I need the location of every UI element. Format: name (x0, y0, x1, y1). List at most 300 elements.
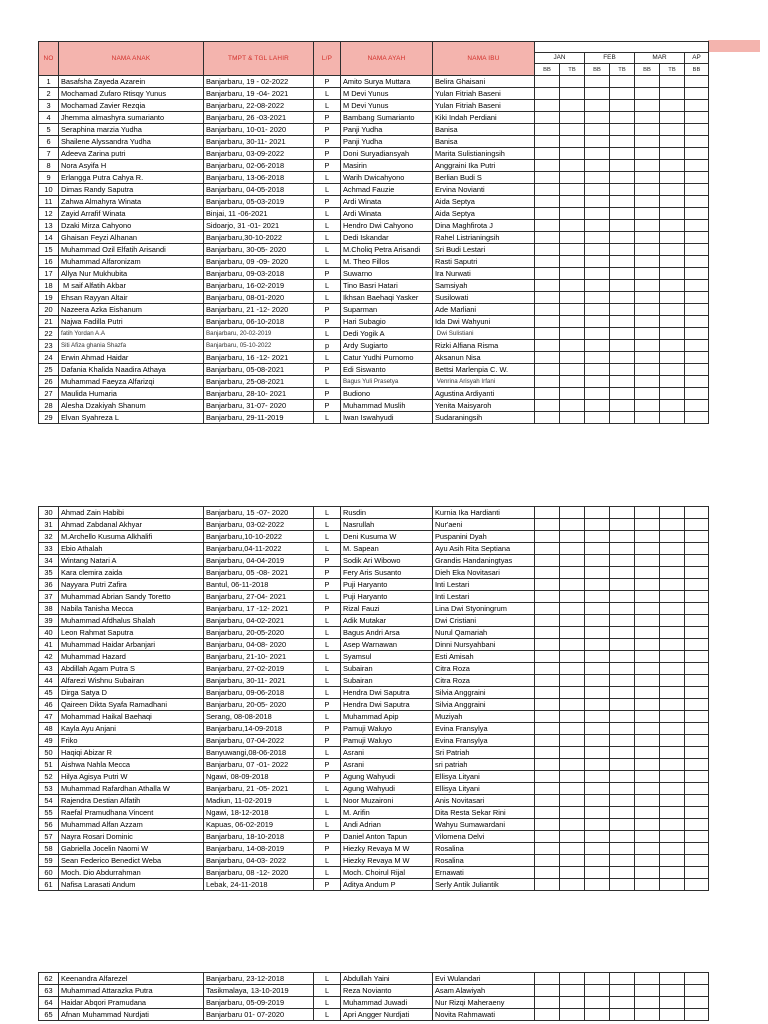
cell-bb (535, 579, 560, 591)
cell-no: 54 (39, 795, 59, 807)
cell-bb (635, 879, 660, 891)
header-sub-tb: TB (660, 64, 685, 76)
cell-bb (585, 855, 610, 867)
cell-nama-ayah: Aditya Andum P (341, 879, 433, 891)
cell-tb (610, 400, 635, 412)
cell-tb (560, 244, 585, 256)
cell-bb (535, 687, 560, 699)
table-row (39, 699, 709, 711)
cell-bb (635, 220, 660, 232)
cell-nama-anak: Moch. Dio Abdurrahman (59, 867, 204, 879)
table-row (39, 196, 709, 208)
cell-bb (535, 519, 560, 531)
cell-nama-ayah: Ikhsan Baehaqi Yasker (341, 292, 433, 304)
cell-no: 27 (39, 388, 59, 400)
cell-lp: P (314, 148, 341, 160)
cell-bb (585, 196, 610, 208)
cell-tb (610, 603, 635, 615)
cell-nama-ayah: Fery Aris Susanto (341, 567, 433, 579)
cell-bb (535, 591, 560, 603)
cell-nama-anak: Nayyara Putri Zafira (59, 579, 204, 591)
cell-bb (635, 567, 660, 579)
cell-no: 37 (39, 591, 59, 603)
cell-nama-ayah: Panji Yudha (341, 136, 433, 148)
cell-bb (685, 783, 709, 795)
cell-bb (535, 973, 560, 985)
cell-bb (685, 843, 709, 855)
cell-nama-ibu: Yulan Fitriah Baseni (433, 100, 535, 112)
table-row (39, 555, 709, 567)
cell-nama-ayah: Bagus Yuli Prasetya (341, 376, 433, 388)
cell-nama-ayah: Asrani (341, 747, 433, 759)
cell-bb (535, 555, 560, 567)
cell-bb (535, 531, 560, 543)
cell-no: 36 (39, 579, 59, 591)
cell-tb (610, 579, 635, 591)
cell-no: 65 (39, 1009, 59, 1021)
cell-tb (610, 531, 635, 543)
cell-no: 2 (39, 88, 59, 100)
cell-nama-anak: Dimas Randy Saputra (59, 184, 204, 196)
cell-bb (635, 112, 660, 124)
cell-bb (585, 328, 610, 340)
cell-bb (685, 256, 709, 268)
cell-nama-ibu: Lina Dwi Styoningrum (433, 603, 535, 615)
table-row (39, 711, 709, 723)
cell-tb (660, 100, 685, 112)
cell-nama-ibu: Silvia Anggraini (433, 699, 535, 711)
cell-bb (585, 639, 610, 651)
cell-tmpt-tgl-lahir: Ngawi, 18-12-2018 (204, 807, 314, 819)
cell-lp: P (314, 112, 341, 124)
cell-nama-ayah: Ardy Sugiarto (341, 340, 433, 352)
cell-nama-anak: Muhammad Alfan Azzam (59, 819, 204, 831)
cell-tmpt-tgl-lahir: Banjarbaru, 27-04- 2021 (204, 591, 314, 603)
table-row (39, 160, 709, 172)
cell-bb (585, 795, 610, 807)
cell-tb (560, 831, 585, 843)
cell-tb (560, 328, 585, 340)
cell-bb (585, 280, 610, 292)
cell-tb (560, 76, 585, 88)
cell-bb (685, 759, 709, 771)
table-row (39, 997, 709, 1009)
cell-nama-anak: Dzaki Mirza Cahyono (59, 220, 204, 232)
cell-bb (635, 184, 660, 196)
cell-bb (535, 376, 560, 388)
cell-lp: L (314, 100, 341, 112)
cell-no: 18 (39, 280, 59, 292)
table-row (39, 783, 709, 795)
cell-bb (535, 316, 560, 328)
cell-nama-ibu: Nur'aeni (433, 519, 535, 531)
cell-bb (585, 531, 610, 543)
cell-lp: P (314, 304, 341, 316)
cell-nama-ibu: Dinni Nursyahbani (433, 639, 535, 651)
table-row (39, 88, 709, 100)
cell-bb (635, 759, 660, 771)
cell-tb (660, 795, 685, 807)
cell-nama-ibu: Ira Nurwati (433, 268, 535, 280)
cell-nama-ibu: Rasti Saputri (433, 256, 535, 268)
table-row (39, 340, 709, 352)
table-row (39, 112, 709, 124)
cell-tb (660, 687, 685, 699)
cell-nama-anak: Erwin Ahmad Haidar (59, 352, 204, 364)
cell-tb (610, 687, 635, 699)
cell-tb (610, 148, 635, 160)
cell-bb (585, 292, 610, 304)
cell-bb (635, 1009, 660, 1021)
cell-nama-ayah: Muhammad Juwadi (341, 997, 433, 1009)
cell-bb (635, 735, 660, 747)
cell-tb (660, 184, 685, 196)
cell-nama-ayah: Hendra Dwi Saputra (341, 699, 433, 711)
cell-bb (585, 879, 610, 891)
cell-tb (610, 831, 635, 843)
cell-bb (535, 352, 560, 364)
cell-bb (685, 651, 709, 663)
cell-bb (685, 184, 709, 196)
cell-nama-ibu: Wahyu Sumawardani (433, 819, 535, 831)
cell-bb (535, 843, 560, 855)
cell-lp: L (314, 973, 341, 985)
cell-nama-anak: Ahmad Zabdanal Akhyar (59, 519, 204, 531)
table-row (39, 280, 709, 292)
cell-bb (685, 160, 709, 172)
cell-nama-ayah: Puji Haryanto (341, 579, 433, 591)
cell-bb (585, 555, 610, 567)
cell-bb (685, 124, 709, 136)
cell-bb (635, 88, 660, 100)
cell-tb (610, 124, 635, 136)
cell-nama-ibu: Rahel Listrianingsih (433, 232, 535, 244)
cell-tb (610, 735, 635, 747)
cell-bb (535, 567, 560, 579)
cell-tb (610, 280, 635, 292)
cell-bb (635, 268, 660, 280)
cell-nama-anak: M.Archello Kusuma Alkhalifi (59, 531, 204, 543)
cell-bb (635, 675, 660, 687)
cell-tmpt-tgl-lahir: Banjarbaru, 20-05- 2020 (204, 699, 314, 711)
cell-tb (610, 292, 635, 304)
cell-nama-ayah: Adik Mutakar (341, 615, 433, 627)
cell-bb (685, 208, 709, 220)
cell-nama-anak: Muhammad Rafardhan Athalla W (59, 783, 204, 795)
cell-nama-ibu: Dwi Sulistiani (433, 328, 535, 340)
cell-bb (685, 292, 709, 304)
cell-tmpt-tgl-lahir: Banjarbaru, 26 -03-2021 (204, 112, 314, 124)
table-row (39, 615, 709, 627)
cell-tb (660, 735, 685, 747)
table-row (39, 172, 709, 184)
cell-tmpt-tgl-lahir: Banjarbaru, 17 -12- 2021 (204, 603, 314, 615)
cell-bb (585, 124, 610, 136)
table-row (39, 1009, 709, 1021)
cell-bb (635, 364, 660, 376)
cell-nama-ibu: Evina Fransylya (433, 723, 535, 735)
cell-no: 38 (39, 603, 59, 615)
cell-bb (685, 148, 709, 160)
cell-bb (535, 747, 560, 759)
cell-tb (610, 973, 635, 985)
cell-nama-ibu: Aida Septya (433, 208, 535, 220)
cell-bb (585, 268, 610, 280)
cell-lp: L (314, 663, 341, 675)
cell-tb (560, 280, 585, 292)
cell-bb (685, 831, 709, 843)
cell-bb (585, 627, 610, 639)
cell-bb (585, 76, 610, 88)
cell-lp: L (314, 507, 341, 519)
cell-lp: L (314, 627, 341, 639)
cell-tb (660, 244, 685, 256)
cell-bb (585, 973, 610, 985)
cell-bb (585, 507, 610, 519)
table-row (39, 807, 709, 819)
table-row (39, 771, 709, 783)
table-row (39, 124, 709, 136)
cell-tmpt-tgl-lahir: Banjarbaru, 19 -04- 2021 (204, 88, 314, 100)
cell-nama-ayah: M Devi Yunus (341, 88, 433, 100)
cell-bb (685, 88, 709, 100)
cell-bb (585, 699, 610, 711)
cell-bb (585, 136, 610, 148)
cell-tmpt-tgl-lahir: Banjarbaru,10-10-2022 (204, 531, 314, 543)
cell-no: 47 (39, 711, 59, 723)
cell-tb (560, 531, 585, 543)
cell-no: 46 (39, 699, 59, 711)
header-sub-tb: TB (610, 64, 635, 76)
cell-bb (685, 364, 709, 376)
cell-tmpt-tgl-lahir: Banjarbaru, 20-05-2020 (204, 627, 314, 639)
cell-bb (685, 879, 709, 891)
cell-lp: L (314, 232, 341, 244)
cell-tmpt-tgl-lahir: Banjarbaru, 21-10- 2021 (204, 651, 314, 663)
cell-bb (685, 795, 709, 807)
cell-tb (610, 985, 635, 997)
cell-bb (585, 735, 610, 747)
cell-no: 31 (39, 519, 59, 531)
cell-bb (635, 244, 660, 256)
cell-tmpt-tgl-lahir: Sidoarjo, 31 -01- 2021 (204, 220, 314, 232)
cell-tb (560, 567, 585, 579)
cell-tb (610, 364, 635, 376)
cell-tb (660, 699, 685, 711)
table-row (39, 855, 709, 867)
table-row (39, 735, 709, 747)
cell-bb (685, 663, 709, 675)
cell-bb (535, 651, 560, 663)
cell-nama-anak: Afnan Muhammad Nurdjati (59, 1009, 204, 1021)
cell-tb (560, 855, 585, 867)
cell-bb (585, 1009, 610, 1021)
cell-tb (610, 268, 635, 280)
cell-tmpt-tgl-lahir: Banjarbaru, 18-10-2018 (204, 831, 314, 843)
cell-bb (635, 997, 660, 1009)
table-row (39, 519, 709, 531)
children-table-block-3 (38, 972, 709, 1021)
table-row (39, 603, 709, 615)
cell-lp: L (314, 412, 341, 424)
cell-tb (660, 759, 685, 771)
cell-nama-anak: Muhammad Attarazka Putra (59, 985, 204, 997)
cell-tb (610, 220, 635, 232)
cell-bb (585, 603, 610, 615)
cell-nama-ibu: Ida Dwi Wahyuni (433, 316, 535, 328)
cell-tb (660, 723, 685, 735)
cell-tb (560, 711, 585, 723)
cell-bb (685, 819, 709, 831)
cell-nama-ayah: Andi Adrian (341, 819, 433, 831)
cell-tmpt-tgl-lahir: Banjarbaru, 30-05- 2020 (204, 244, 314, 256)
cell-no: 23 (39, 340, 59, 352)
cell-bb (685, 555, 709, 567)
cell-tb (660, 160, 685, 172)
cell-nama-ayah: Muhammad Muslih (341, 400, 433, 412)
cell-tb (610, 244, 635, 256)
cell-bb (685, 867, 709, 879)
cell-nama-anak: Shailene Alyssandra Yudha (59, 136, 204, 148)
cell-tb (560, 795, 585, 807)
cell-tb (610, 675, 635, 687)
cell-tmpt-tgl-lahir: Binjai, 11 -06-2021 (204, 208, 314, 220)
cell-tb (560, 973, 585, 985)
cell-bb (685, 675, 709, 687)
cell-tmpt-tgl-lahir: Banjarbaru, 06-10-2018 (204, 316, 314, 328)
cell-tmpt-tgl-lahir: Banjarbaru, 03-09-2022 (204, 148, 314, 160)
cell-nama-anak: Seraphina marzia Yudha (59, 124, 204, 136)
cell-bb (535, 663, 560, 675)
cell-bb (685, 627, 709, 639)
cell-bb (685, 507, 709, 519)
cell-no: 39 (39, 615, 59, 627)
cell-tb (610, 783, 635, 795)
cell-no: 63 (39, 985, 59, 997)
cell-bb (685, 771, 709, 783)
cell-bb (535, 627, 560, 639)
cell-tmpt-tgl-lahir: Banjarbaru, 07 -01- 2022 (204, 759, 314, 771)
cell-no: 52 (39, 771, 59, 783)
cell-nama-ibu: Silvia Anggraini (433, 687, 535, 699)
cell-nama-anak: M saif Alfatih Akbar (59, 280, 204, 292)
cell-bb (535, 400, 560, 412)
cell-nama-ayah: Muhammad Apip (341, 711, 433, 723)
header-nama-anak: NAMA ANAK (59, 42, 204, 76)
table-row (39, 256, 709, 268)
cell-nama-ayah: Budiono (341, 388, 433, 400)
cell-nama-ibu: Dieh Eka Novitasari (433, 567, 535, 579)
cell-lp: P (314, 364, 341, 376)
cell-bb (635, 711, 660, 723)
cell-lp: L (314, 675, 341, 687)
cell-tmpt-tgl-lahir: Banjarbaru, 09-06-2018 (204, 687, 314, 699)
cell-lp: P (314, 843, 341, 855)
cell-nama-ibu: Belira Ghaisani (433, 76, 535, 88)
cell-tb (660, 747, 685, 759)
cell-nama-ayah: Amito Surya Muttara (341, 76, 433, 88)
cell-tb (610, 567, 635, 579)
cell-bb (535, 1009, 560, 1021)
cell-nama-ibu: Bettsi Marlenpia C. W. (433, 364, 535, 376)
table-row (39, 400, 709, 412)
cell-tmpt-tgl-lahir: Banjarbaru, 21 -05- 2021 (204, 783, 314, 795)
cell-nama-ayah: Abdullah Yaini (341, 973, 433, 985)
cell-tb (660, 388, 685, 400)
cell-tb (660, 316, 685, 328)
cell-bb (635, 148, 660, 160)
cell-nama-ibu: Ayu Asih Rita Septiana (433, 543, 535, 555)
table-header (39, 42, 709, 76)
cell-tb (560, 400, 585, 412)
cell-nama-ibu: Inti Lestari (433, 579, 535, 591)
cell-tb (660, 555, 685, 567)
cell-nama-anak: Muhammad Ozil Elfatih Arisandi (59, 244, 204, 256)
cell-no: 15 (39, 244, 59, 256)
cell-nama-anak: Dirga Satya D (59, 687, 204, 699)
cell-nama-ibu: Dita Resta Sekar Rini (433, 807, 535, 819)
cell-nama-ayah: Panji Yudha (341, 124, 433, 136)
cell-no: 25 (39, 364, 59, 376)
cell-bb (635, 555, 660, 567)
cell-no: 11 (39, 196, 59, 208)
cell-no: 32 (39, 531, 59, 543)
cell-tb (560, 340, 585, 352)
cell-nama-ibu: sri patriah (433, 759, 535, 771)
cell-tmpt-tgl-lahir: Banjarbaru, 14-08-2019 (204, 843, 314, 855)
cell-lp: P (314, 268, 341, 280)
cell-tb (610, 519, 635, 531)
cell-bb (585, 591, 610, 603)
cell-nama-ibu: Inti Lestari (433, 591, 535, 603)
header-highlight-cell (708, 40, 760, 52)
header-tmpt-tgl-lahir: TMPT & TGL LAHIR (204, 42, 314, 76)
cell-tb (660, 855, 685, 867)
cell-bb (635, 340, 660, 352)
cell-tb (610, 208, 635, 220)
cell-tb (560, 256, 585, 268)
cell-tb (610, 507, 635, 519)
cell-tb (610, 172, 635, 184)
cell-bb (685, 855, 709, 867)
cell-nama-anak: Muhammad Faeyza Alfarizqi (59, 376, 204, 388)
cell-tb (610, 807, 635, 819)
cell-bb (635, 771, 660, 783)
cell-bb (685, 196, 709, 208)
cell-nama-ibu: Kurnia Ika Hardianti (433, 507, 535, 519)
cell-tb (560, 783, 585, 795)
cell-bb (585, 376, 610, 388)
cell-no: 48 (39, 723, 59, 735)
cell-bb (535, 364, 560, 376)
cell-tb (560, 148, 585, 160)
cell-tb (610, 256, 635, 268)
cell-lp: P (314, 735, 341, 747)
cell-bb (635, 124, 660, 136)
cell-bb (585, 304, 610, 316)
cell-tb (660, 973, 685, 985)
cell-tb (560, 747, 585, 759)
cell-tb (560, 819, 585, 831)
cell-nama-ayah: Edi Siswanto (341, 364, 433, 376)
cell-bb (685, 136, 709, 148)
cell-bb (635, 985, 660, 997)
cell-bb (585, 687, 610, 699)
cell-lp: L (314, 867, 341, 879)
cell-nama-anak: Adeeva Zarina putri (59, 148, 204, 160)
cell-bb (685, 567, 709, 579)
cell-tb (660, 879, 685, 891)
